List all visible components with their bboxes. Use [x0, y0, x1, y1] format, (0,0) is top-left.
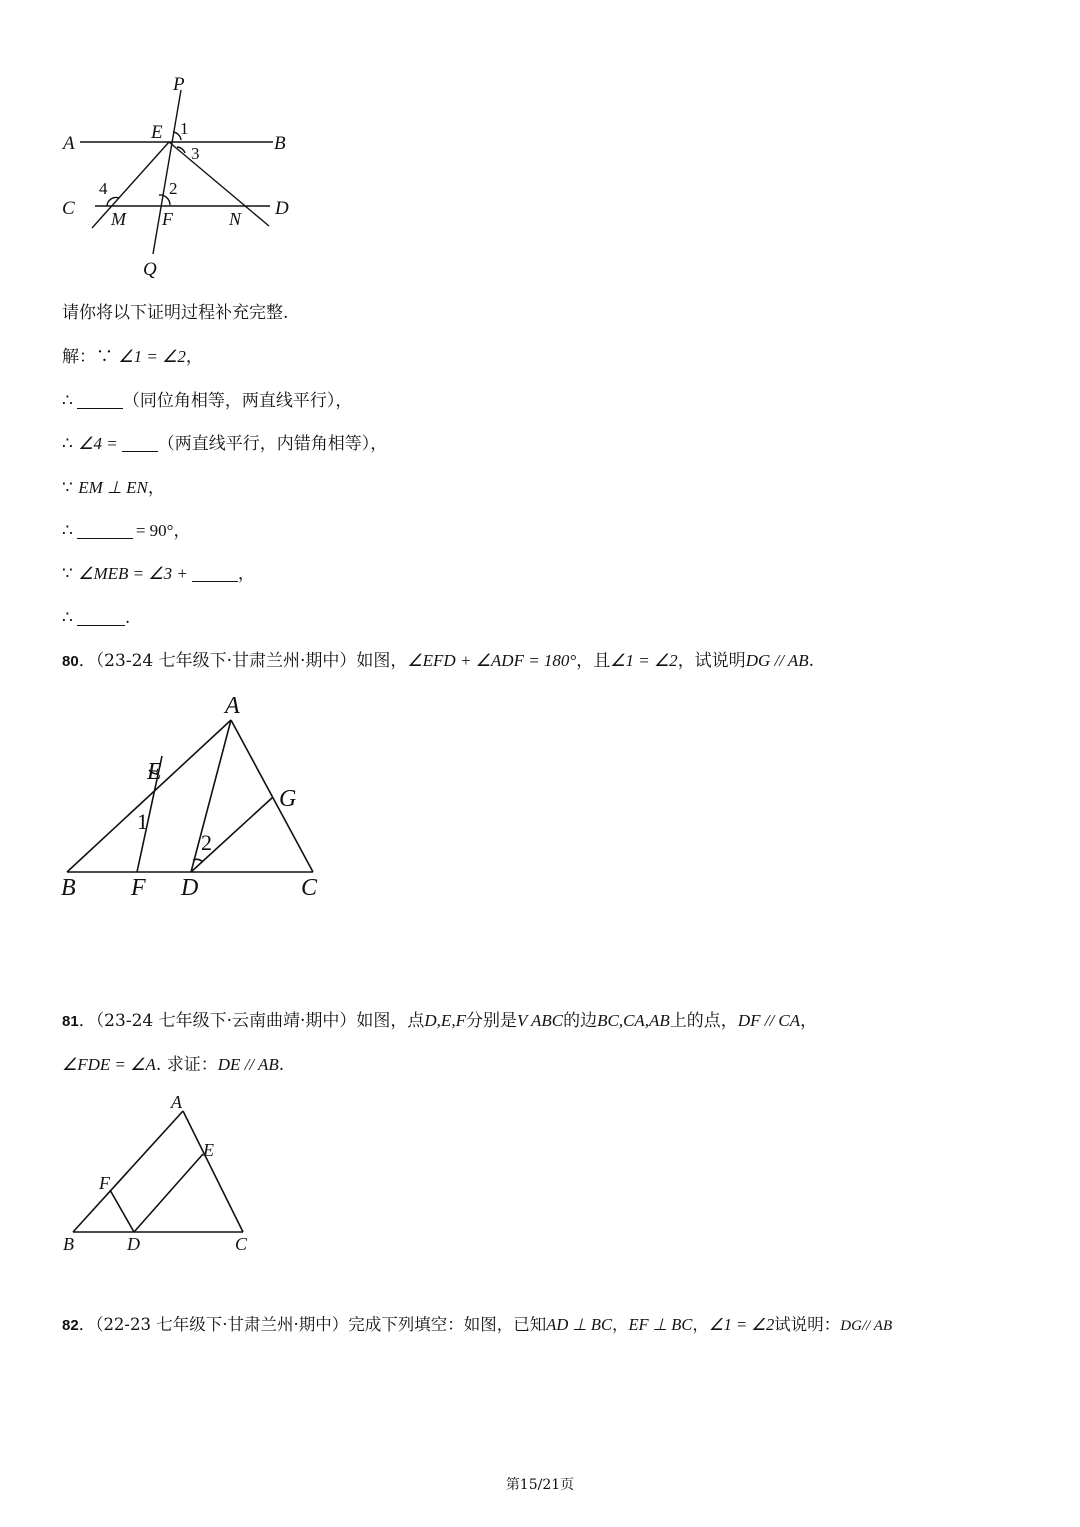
question-82-sep1: ，	[611, 1315, 629, 1334]
question-80-cond2: ∠1 = ∠2	[610, 651, 678, 670]
label-P: P	[173, 74, 185, 95]
label-F: F	[162, 209, 173, 229]
question-82-target: DG// AB	[840, 1318, 893, 1334]
proof-line-1	[62, 346, 203, 368]
proof-line-1-prefix: 解：∵	[62, 347, 119, 367]
question-82-sep2: ，	[692, 1315, 709, 1334]
proof-line-2-suffix: （同位角相等，两直线平行），	[122, 391, 353, 411]
answer-blank-4[interactable]	[192, 565, 238, 582]
question-82	[62, 1314, 892, 1337]
question-81-t1: 分别是	[465, 1011, 517, 1031]
question-80-source: ．（23-24 七年级下·甘肃兰州·期中）如图，	[78, 651, 408, 671]
label-C: C	[62, 198, 75, 219]
label-angle-3: 3	[191, 144, 200, 163]
question-81-target: DE // AB	[217, 1055, 279, 1074]
question-80-cond1: ∠EFD + ∠ADF = 180°	[407, 651, 577, 670]
proof-line-3-suffix: （两直线平行，内错角相等），	[157, 434, 388, 454]
label-E: E	[147, 759, 162, 785]
proof-line-4-math: EM ⊥ EN	[78, 478, 148, 497]
proof-line-5-suffix: ，	[173, 521, 191, 541]
proof-line-4	[62, 477, 165, 499]
figure-parallel-lines	[55, 68, 315, 283]
question-81-points: D,E,F	[424, 1011, 466, 1030]
label-angle-2: 2	[201, 830, 212, 855]
label-angle-4: 4	[99, 179, 108, 198]
question-81-number: 81	[62, 1013, 79, 1030]
question-80-target: DG // AB	[745, 651, 809, 670]
proof-line-2	[62, 390, 352, 412]
label-angle-2: 2	[169, 179, 178, 198]
answer-blank-1[interactable]	[77, 392, 123, 409]
question-81-end: .	[278, 1055, 285, 1075]
proof-line-6-suffix: ，	[237, 564, 255, 584]
question-82-c2: EF ⊥ BC	[628, 1315, 693, 1334]
question-82-c3: ∠1 = ∠2	[708, 1315, 775, 1334]
question-80-mid: ，且	[576, 651, 611, 671]
question-80-number: 80	[62, 653, 79, 670]
proof-line-4-suffix: ，	[147, 478, 165, 498]
question-81-t3: 上的点，	[669, 1011, 738, 1031]
label-A: A	[63, 133, 75, 154]
proof-line-3	[62, 433, 387, 455]
proof-line-6-math: ∠MEB = ∠3 +	[78, 564, 188, 583]
label-E: E	[203, 1140, 214, 1160]
label-F: F	[131, 875, 146, 901]
question-80	[62, 650, 814, 673]
label-M: M	[111, 209, 126, 229]
proof-line-7-suffix: .	[124, 608, 131, 628]
label-B: B	[61, 875, 76, 901]
answer-blank-2[interactable]	[122, 435, 158, 452]
proof-line-5	[62, 520, 190, 542]
question-81-cond2: ∠FDE = ∠A	[62, 1055, 156, 1074]
answer-blank-5[interactable]	[77, 609, 125, 626]
proof-line-6	[62, 563, 255, 585]
label-F: F	[99, 1173, 110, 1193]
question-82-c1: AD ⊥ BC	[546, 1315, 612, 1334]
label-C: C	[235, 1234, 248, 1254]
label-C: C	[301, 875, 318, 901]
question-81-cond1: DF // CA	[737, 1011, 801, 1030]
label-E: E	[151, 122, 163, 143]
proof-line-1-suffix: ，	[185, 347, 203, 367]
proof-line-3-prefix: ∴	[62, 434, 79, 454]
proof-line-3-math: ∠4 =	[78, 434, 118, 453]
question-82-source: ．（22-23 七年级下·甘肃兰州·期中）完成下列填空：如图，已知	[78, 1315, 547, 1334]
label-angle-1: 1	[137, 809, 148, 834]
label-B: B	[274, 133, 286, 154]
proof-line-4-prefix: ∵	[62, 478, 79, 498]
question-81-t4: ，	[800, 1011, 818, 1031]
figure-triangle-81	[55, 1088, 270, 1258]
label-A: A	[225, 693, 240, 719]
question-80-ask: ，试说明	[677, 651, 746, 671]
label-angle-1: 1	[180, 119, 189, 138]
question-81-line-2	[62, 1054, 284, 1076]
question-81-sides: BC,CA,AB	[597, 1011, 670, 1030]
label-D: D	[127, 1234, 140, 1254]
proof-line-7	[62, 607, 130, 629]
proof-line-2-prefix: ∴	[62, 391, 73, 411]
question-81-t2: 的边	[563, 1011, 598, 1031]
label-N: N	[229, 209, 242, 229]
proof-line-5-math: = 90°	[135, 521, 174, 540]
question-80-end: .	[808, 651, 815, 671]
page-number: 第15/21页	[505, 1477, 575, 1493]
question-81-triangle: V ABC	[516, 1011, 564, 1030]
question-82-number: 82	[62, 1317, 79, 1334]
question-82-ask: 试说明：	[774, 1315, 841, 1334]
proof-line-7-prefix: ∴	[62, 608, 73, 628]
label-B: B	[63, 1234, 74, 1254]
proof-line-1-math: ∠1 = ∠2	[118, 347, 186, 366]
label-A: A	[171, 1092, 182, 1112]
question-81-t5: . 求证：	[155, 1055, 218, 1075]
label-G: G	[279, 786, 297, 812]
proof-intro: 请你将以下证明过程补充完整.	[62, 303, 289, 323]
question-81-source: ．（23-24 七年级下·云南曲靖·期中）如图，点	[78, 1011, 425, 1031]
question-81-line-1	[62, 1010, 817, 1033]
label-D: D	[181, 875, 199, 901]
label-D: D	[275, 198, 289, 219]
proof-line-5-prefix: ∴	[62, 521, 73, 541]
answer-blank-3[interactable]	[77, 522, 133, 539]
label-Q: Q	[143, 259, 157, 280]
figure-triangle-80	[55, 690, 340, 905]
proof-line-6-prefix: ∵	[62, 564, 79, 584]
